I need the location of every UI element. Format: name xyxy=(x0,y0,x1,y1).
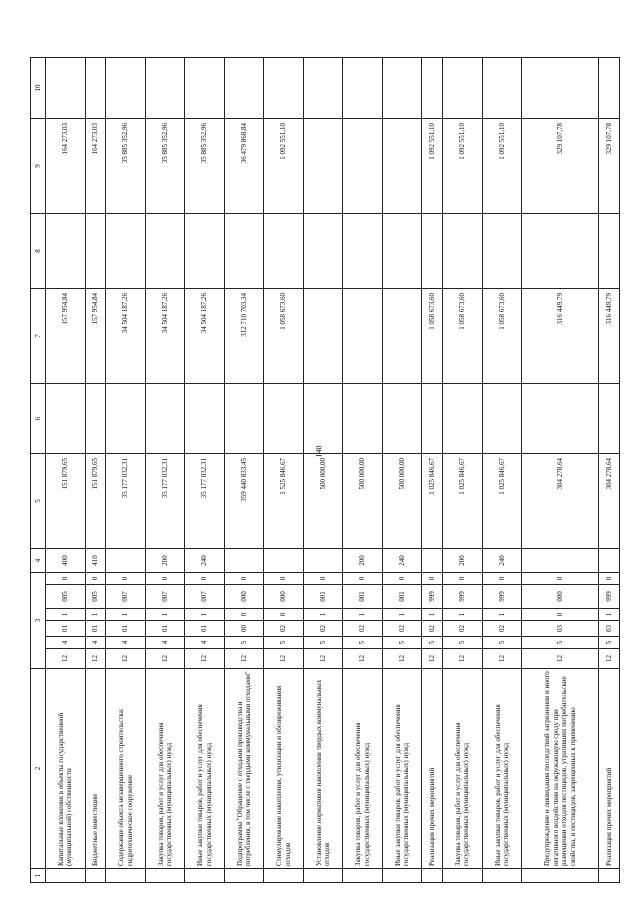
cell-name: Стимулирование накопления, утилизации и обезвреживания отходов xyxy=(264,669,304,869)
cell-v9: 164 273,03 xyxy=(85,118,106,213)
cell-v7 xyxy=(343,288,383,383)
cell-name: Закупка товаров, работ и услуг для обеспечения государственных (муниципальных) нужд xyxy=(443,669,483,869)
cell-k: 240 xyxy=(482,548,522,572)
cell-v6 xyxy=(443,383,483,453)
cell-c6: 0 xyxy=(343,572,383,584)
table-row xyxy=(422,57,443,882)
cell-c2: 4 xyxy=(185,637,225,649)
cell-c1: 12 xyxy=(599,649,620,669)
row-index-cell xyxy=(224,869,264,883)
table-row xyxy=(482,57,522,882)
cell-k: 410 xyxy=(85,548,106,572)
cell-k: 200 xyxy=(343,548,383,572)
cell-c1: 12 xyxy=(343,649,383,669)
cell-c1: 12 xyxy=(106,649,146,669)
cell-c6: 0 xyxy=(382,572,422,584)
cell-k xyxy=(599,548,620,572)
cell-c6: 0 xyxy=(264,572,304,584)
cell-v7: 157 954,84 xyxy=(46,288,86,383)
cell-v9: 1 092 551,10 xyxy=(482,118,522,213)
cell-v10 xyxy=(46,57,86,118)
header-col-8: 8 xyxy=(31,213,46,288)
cell-c3: 01 xyxy=(85,621,106,637)
cell-c4: 1 xyxy=(382,609,422,621)
cell-v7: 1 058 673,60 xyxy=(482,288,522,383)
cell-v8 xyxy=(382,213,422,288)
cell-c2: 4 xyxy=(85,637,106,649)
table-row xyxy=(106,57,146,882)
cell-v8 xyxy=(522,213,599,288)
cell-v5: 35 177 032,31 xyxy=(106,453,146,548)
cell-v6 xyxy=(482,383,522,453)
cell-c6: 0 xyxy=(224,572,264,584)
cell-name: Закупка товаров, работ и услуг для обеспечения государственных (муниципальных) нужд xyxy=(145,669,185,869)
cell-c2: 4 xyxy=(106,637,146,649)
cell-c2: 5 xyxy=(599,637,620,649)
cell-c6: 0 xyxy=(422,572,443,584)
cell-c5: 000 xyxy=(264,585,304,609)
row-index-cell xyxy=(343,869,383,883)
cell-v8 xyxy=(303,213,343,288)
cell-c5: 005 xyxy=(85,585,106,609)
row-index-cell xyxy=(422,869,443,883)
cell-v6 xyxy=(85,383,106,453)
cell-v8 xyxy=(85,213,106,288)
budget-table-container xyxy=(30,58,620,883)
table-row xyxy=(264,57,304,882)
cell-c3: 01 xyxy=(106,621,146,637)
cell-c6: 0 xyxy=(185,572,225,584)
table-row xyxy=(85,57,106,882)
row-index-cell xyxy=(106,869,146,883)
cell-v5: 1 525 846,67 xyxy=(264,453,304,548)
cell-c6: 0 xyxy=(599,572,620,584)
cell-v5: 1 025 846,67 xyxy=(443,453,483,548)
page-number: 140 xyxy=(314,445,324,458)
cell-v10 xyxy=(303,57,343,118)
cell-v6 xyxy=(224,383,264,453)
cell-c2: 5 xyxy=(343,637,383,649)
table-row xyxy=(599,57,620,882)
cell-v10 xyxy=(106,57,146,118)
header-col-5: 5 xyxy=(31,453,46,548)
cell-k xyxy=(303,548,343,572)
cell-v7: 316 449,79 xyxy=(599,288,620,383)
cell-v6 xyxy=(264,383,304,453)
cell-v5: 1 025 846,67 xyxy=(482,453,522,548)
cell-v5: 500 000,00 xyxy=(382,453,422,548)
row-index-cell xyxy=(145,869,185,883)
cell-c6: 0 xyxy=(303,572,343,584)
cell-c6: 0 xyxy=(85,572,106,584)
cell-c4: 1 xyxy=(85,609,106,621)
cell-v8 xyxy=(185,213,225,288)
cell-c4: 1 xyxy=(303,609,343,621)
cell-c1: 12 xyxy=(482,649,522,669)
cell-v8 xyxy=(343,213,383,288)
cell-c4: 1 xyxy=(599,609,620,621)
cell-c6: 0 xyxy=(482,572,522,584)
cell-v7: 1 058 673,60 xyxy=(422,288,443,383)
header-col-2: 2 xyxy=(31,669,46,869)
table-row xyxy=(46,57,86,882)
cell-v5: 304 278,64 xyxy=(599,453,620,548)
cell-v8 xyxy=(106,213,146,288)
cell-c5: 007 xyxy=(106,585,146,609)
cell-c3: 03 xyxy=(522,621,599,637)
cell-v6 xyxy=(145,383,185,453)
cell-v5: 359 440 833,45 xyxy=(224,453,264,548)
table-row xyxy=(185,57,225,882)
cell-c1: 12 xyxy=(422,649,443,669)
cell-v10 xyxy=(422,57,443,118)
cell-v10 xyxy=(85,57,106,118)
cell-v8 xyxy=(482,213,522,288)
cell-v7: 34 504 187,26 xyxy=(145,288,185,383)
cell-v9: 35 885 352,96 xyxy=(185,118,225,213)
cell-v7: 34 504 187,26 xyxy=(106,288,146,383)
cell-name: Подпрограмма "Обращение с отходами производства и потребления, в том числе с твердыми коммунальными отходами" xyxy=(224,669,264,869)
row-index-cell xyxy=(382,869,422,883)
table-row xyxy=(145,57,185,882)
cell-c2: 5 xyxy=(422,637,443,649)
cell-v5: 1 025 846,67 xyxy=(422,453,443,548)
cell-c4: 1 xyxy=(443,609,483,621)
cell-c2: 5 xyxy=(382,637,422,649)
table-row xyxy=(382,57,422,882)
row-index-cell xyxy=(303,869,343,883)
cell-c4: 1 xyxy=(185,609,225,621)
cell-v6 xyxy=(382,383,422,453)
cell-c2: 5 xyxy=(264,637,304,649)
row-index-cell xyxy=(46,869,86,883)
cell-c2: 5 xyxy=(303,637,343,649)
cell-c4: 1 xyxy=(145,609,185,621)
cell-c3: 02 xyxy=(303,621,343,637)
header-col-6: 6 xyxy=(31,383,46,453)
cell-v5: 304 278,64 xyxy=(522,453,599,548)
cell-c5: 999 xyxy=(482,585,522,609)
cell-name: Иные закупки товаров, работ и услуг для обеспечения государственных (муниципальных) нужд xyxy=(482,669,522,869)
row-index-cell xyxy=(599,869,620,883)
cell-k: 200 xyxy=(443,548,483,572)
cell-c4: 1 xyxy=(106,609,146,621)
cell-v5: 151 879,65 xyxy=(85,453,106,548)
cell-name: Капитальные вложения в объекты государственной (муниципальной) собственности xyxy=(46,669,86,869)
cell-c4: 1 xyxy=(343,609,383,621)
cell-c5: 999 xyxy=(599,585,620,609)
cell-c6: 0 xyxy=(443,572,483,584)
cell-c3: 01 xyxy=(46,621,86,637)
cell-c1: 12 xyxy=(522,649,599,669)
cell-v7: 157 954,84 xyxy=(85,288,106,383)
cell-name: Закупка товаров, работ и услуг для обеспечения государственных (муниципальных) нужд xyxy=(343,669,383,869)
cell-k xyxy=(264,548,304,572)
cell-name: Иные закупки товаров, работ и услуг для обеспечения государственных (муниципальных) нужд xyxy=(382,669,422,869)
cell-c4: 1 xyxy=(422,609,443,621)
cell-c2: 5 xyxy=(522,637,599,649)
cell-name: Бюджетные инвестиции xyxy=(85,669,106,869)
cell-name: Установление нормативов накопления твердых коммунальных отходов xyxy=(303,669,343,869)
cell-c2: 5 xyxy=(482,637,522,649)
row-index-cell xyxy=(264,869,304,883)
cell-v8 xyxy=(599,213,620,288)
cell-v6 xyxy=(303,383,343,453)
header-row xyxy=(31,57,46,882)
cell-c3: 02 xyxy=(443,621,483,637)
cell-v7: 316 449,79 xyxy=(522,288,599,383)
cell-c1: 12 xyxy=(145,649,185,669)
cell-c6: 0 xyxy=(106,572,146,584)
cell-c3: 00 xyxy=(224,621,264,637)
cell-c5: 001 xyxy=(382,585,422,609)
cell-v9: 35 885 352,96 xyxy=(145,118,185,213)
cell-v10 xyxy=(443,57,483,118)
cell-c3: 03 xyxy=(599,621,620,637)
cell-c1: 12 xyxy=(264,649,304,669)
cell-v10 xyxy=(264,57,304,118)
cell-c5: 001 xyxy=(343,585,383,609)
table-row xyxy=(343,57,383,882)
header-col-1: 1 xyxy=(31,869,46,883)
cell-v10 xyxy=(599,57,620,118)
margin-mark: … xyxy=(620,868,626,874)
cell-v9 xyxy=(343,118,383,213)
header-col-3: 3 xyxy=(31,572,46,668)
cell-c3: 02 xyxy=(343,621,383,637)
header-col-9: 9 xyxy=(31,118,46,213)
cell-v6 xyxy=(46,383,86,453)
cell-v6 xyxy=(343,383,383,453)
cell-v7: 312 710 703,34 xyxy=(224,288,264,383)
cell-v10 xyxy=(224,57,264,118)
cell-c5: 000 xyxy=(224,585,264,609)
cell-v10 xyxy=(343,57,383,118)
cell-v10 xyxy=(522,57,599,118)
cell-c2: 4 xyxy=(46,637,86,649)
cell-c3: 02 xyxy=(422,621,443,637)
cell-c4: 0 xyxy=(522,609,599,621)
cell-c5: 999 xyxy=(443,585,483,609)
budget-table xyxy=(30,57,620,883)
cell-v9: 35 885 352,96 xyxy=(106,118,146,213)
cell-k xyxy=(522,548,599,572)
row-index-cell xyxy=(443,869,483,883)
cell-v9 xyxy=(303,118,343,213)
cell-v6 xyxy=(522,383,599,453)
cell-v10 xyxy=(145,57,185,118)
cell-c4: 0 xyxy=(264,609,304,621)
cell-v6 xyxy=(106,383,146,453)
cell-v9: 1 092 551,10 xyxy=(443,118,483,213)
cell-v8 xyxy=(443,213,483,288)
cell-k: 200 xyxy=(145,548,185,572)
cell-v7: 34 504 187,26 xyxy=(185,288,225,383)
cell-v6 xyxy=(422,383,443,453)
cell-name: Иные закупки товаров, работ и услуг для обеспечения государственных (муниципальных) нужд xyxy=(185,669,225,869)
row-index-cell xyxy=(185,869,225,883)
cell-c4: 1 xyxy=(46,609,86,621)
cell-c3: 02 xyxy=(264,621,304,637)
cell-c1: 12 xyxy=(46,649,86,669)
cell-v7: 1 058 673,60 xyxy=(264,288,304,383)
cell-v5: 151 879,65 xyxy=(46,453,86,548)
cell-v9: 329 107,78 xyxy=(599,118,620,213)
cell-v5: 500 000,00 xyxy=(343,453,383,548)
cell-c1: 12 xyxy=(185,649,225,669)
cell-v8 xyxy=(422,213,443,288)
cell-c4: 1 xyxy=(482,609,522,621)
cell-v7: 1 058 673,60 xyxy=(443,288,483,383)
cell-name: Содержание объекта незавершенного строительства: гидротехническое сооружение xyxy=(106,669,146,869)
cell-c3: 01 xyxy=(185,621,225,637)
cell-c5: 001 xyxy=(303,585,343,609)
cell-k xyxy=(224,548,264,572)
cell-c1: 12 xyxy=(85,649,106,669)
cell-c1: 12 xyxy=(224,649,264,669)
cell-c5: 000 xyxy=(522,585,599,609)
cell-v9: 1 092 551,10 xyxy=(422,118,443,213)
cell-name: Предупреждение и ликвидация последствий загрязнения и иного негативного воздействия на окружающую среду при размещении отходов пестицидов, утративших потребительские свойства, и пестицидов, запрещенных к применению xyxy=(522,669,599,869)
cell-c4: 0 xyxy=(224,609,264,621)
cell-v10 xyxy=(382,57,422,118)
table-row xyxy=(224,57,264,882)
cell-v8 xyxy=(264,213,304,288)
table-row xyxy=(443,57,483,882)
cell-v6 xyxy=(185,383,225,453)
cell-c1: 12 xyxy=(382,649,422,669)
header-col-7: 7 xyxy=(31,288,46,383)
cell-c1: 12 xyxy=(303,649,343,669)
cell-v10 xyxy=(482,57,522,118)
cell-v9 xyxy=(382,118,422,213)
cell-c5: 007 xyxy=(145,585,185,609)
cell-v8 xyxy=(224,213,264,288)
cell-v9: 164 273,03 xyxy=(46,118,86,213)
cell-c3: 02 xyxy=(382,621,422,637)
cell-k xyxy=(106,548,146,572)
cell-v9: 1 092 551,10 xyxy=(264,118,304,213)
header-col-4: 4 xyxy=(31,548,46,572)
cell-c2: 4 xyxy=(145,637,185,649)
cell-v9: 329 107,78 xyxy=(522,118,599,213)
cell-c3: 01 xyxy=(145,621,185,637)
cell-name: Реализация прочих мероприятий xyxy=(422,669,443,869)
cell-v5: 35 177 032,31 xyxy=(145,453,185,548)
table-row xyxy=(303,57,343,882)
cell-v8 xyxy=(145,213,185,288)
cell-c2: 5 xyxy=(443,637,483,649)
cell-k: 240 xyxy=(382,548,422,572)
cell-v5: 35 177 032,31 xyxy=(185,453,225,548)
cell-name: Реализация прочих мероприятий xyxy=(599,669,620,869)
cell-v7 xyxy=(382,288,422,383)
cell-c6: 0 xyxy=(522,572,599,584)
cell-c6: 0 xyxy=(145,572,185,584)
cell-c1: 12 xyxy=(443,649,483,669)
cell-v5: 500 000,00 xyxy=(303,453,343,548)
cell-v8 xyxy=(46,213,86,288)
cell-v7 xyxy=(303,288,343,383)
cell-c5: 999 xyxy=(422,585,443,609)
cell-k xyxy=(422,548,443,572)
cell-v9: 36 479 868,84 xyxy=(224,118,264,213)
row-index-cell xyxy=(522,869,599,883)
cell-c3: 02 xyxy=(482,621,522,637)
cell-c2: 5 xyxy=(224,637,264,649)
cell-c5: 007 xyxy=(185,585,225,609)
table-row xyxy=(522,57,599,882)
header-col-10: 10 xyxy=(31,57,46,118)
row-index-cell xyxy=(85,869,106,883)
cell-v10 xyxy=(185,57,225,118)
cell-c6: 0 xyxy=(46,572,86,584)
cell-v6 xyxy=(599,383,620,453)
cell-k: 400 xyxy=(46,548,86,572)
cell-c5: 005 xyxy=(46,585,86,609)
cell-k: 240 xyxy=(185,548,225,572)
row-index-cell xyxy=(482,869,522,883)
